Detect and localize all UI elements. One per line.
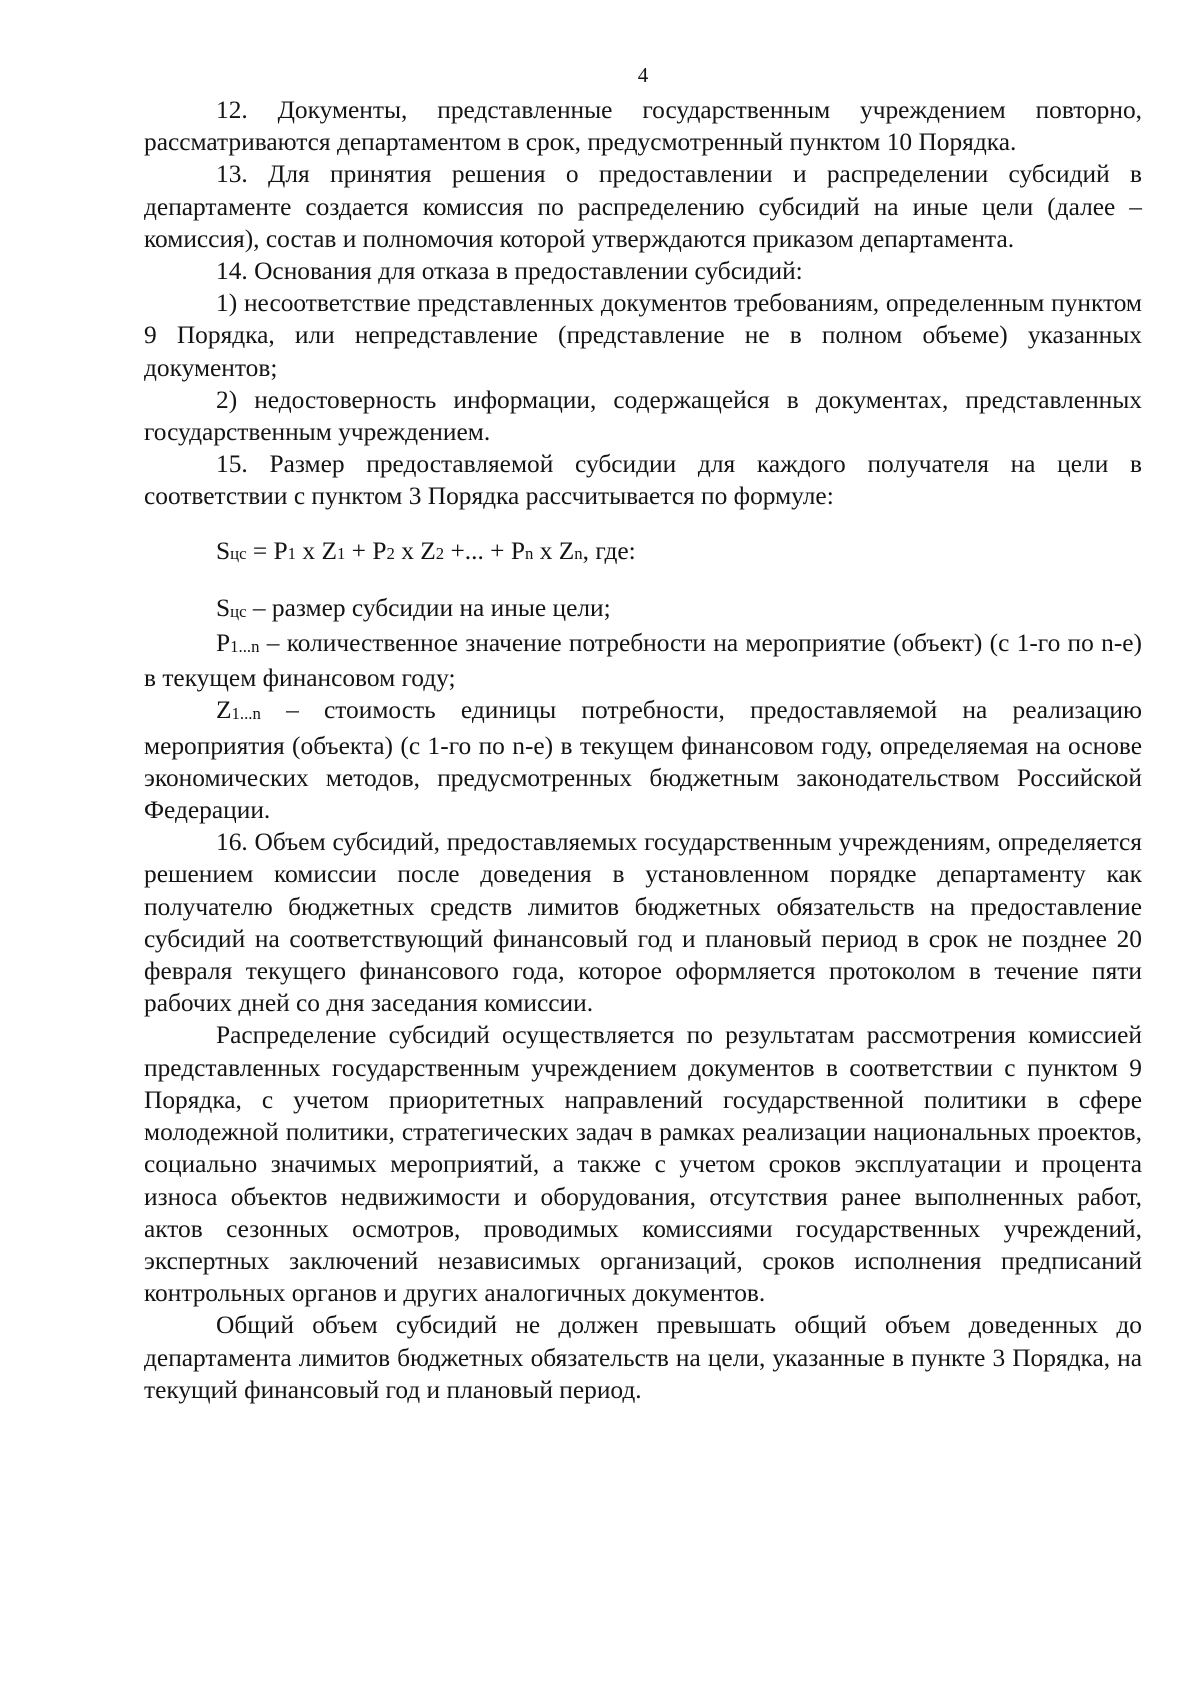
paragraph-14-item-1: 1) несоответствие представленных документов требованиям, определенным пунктом 9 Порядка, или непредставление (представление не в полном объеме) указанных документов; (144, 289, 1142, 382)
paragraph-13: 13. Для принятия решения о предоставлении и распределении субсидий в департаменте создается комиссия по распределению субсидий на иные цели (далее – комиссия), состав и полномочия которой утверждаются приказом департамента. (144, 160, 1142, 253)
definition-p: $P_{1...n}$ – количественное значение потребности на мероприятие (объект) (с 1-го по n-е) в текущем финансовом году; (144, 629, 1142, 693)
paragraph-distribution: Распределение субсидий осуществляется по результатам рассмотрения комиссией представленных государственным учреждением документов в соответствии с пунктом 9 Порядка, с учетом приоритетных направлений государственной политики в сфере молодежной политики, стратегических задач в рамках реализации национальных проектов, социально значимых мероприятий, а также с учетом сроков эксплуатации и процента износа объектов недвижимости и оборудования, отсутствия ранее выполненных работ, актов сезонных осмотров, проводимых комиссиями государственных учреждений, экспертных заключений независимых организаций, сроков исполнения предписаний контрольных органов и других аналогичных документов. (144, 1021, 1142, 1308)
document-page (144, 62, 1142, 1406)
definition-s: $S_{цс}$ – размер субсидии на иные цели; (216, 593, 611, 622)
paragraph-16: 16. Объем субсидий, предоставляемых государственным учреждениям, определяется решением комиссии после доведения в установленном порядке департаменту как получателю бюджетных средств лимитов бюджетных обязательств на предоставление субсидий на соответствующий финансовый год и плановый период в срок не позднее 20 февраля текущего финансового года, которое оформляется протоколом в течение пяти рабочих дней со дня заседания комиссии. (144, 828, 1142, 1018)
definition-z: $Z_{1...n}$ – стоимость единицы потребности, предоставляемой на реализацию мероприятия (объекта) (с 1-го по n-е) в текущем финансовом году, определяемая на основе экономических методов, предусмотренных бюджетным законодательством Российской Федерации. (144, 696, 1142, 825)
subsidy-formula: $S_{цс} = P_1$ x $Z_1 + P_2$ x $Z_2$ +... + $P_n$ x $Z_n$, где: (216, 536, 636, 565)
page-number: 4 (637, 63, 649, 87)
paragraph-12: 12. Документы, представленные государственным учреждением повторно, рассматриваются департаментом в срок, предусмотренный пунктом 10 Порядка. (144, 96, 1142, 157)
paragraph-14-item-2: 2) недостоверность информации, содержащейся в документах, представленных государственным учреждением. (144, 385, 1142, 447)
paragraph-14: 14. Основания для отказа в предоставлении субсидий: (216, 257, 803, 286)
paragraph-total-volume: Общий объем субсидий не должен превышать общий объем доведенных до департамента лимитов бюджетных обязательств на цели, указанные в пункте 3 Порядка, на текущий финансовый год и плановый период. (144, 1311, 1142, 1404)
paragraph-15: 15. Размер предоставляемой субсидии для каждого получателя на цели в соответствии с пунктом 3 Порядка рассчитывается по формуле: (144, 450, 1142, 511)
